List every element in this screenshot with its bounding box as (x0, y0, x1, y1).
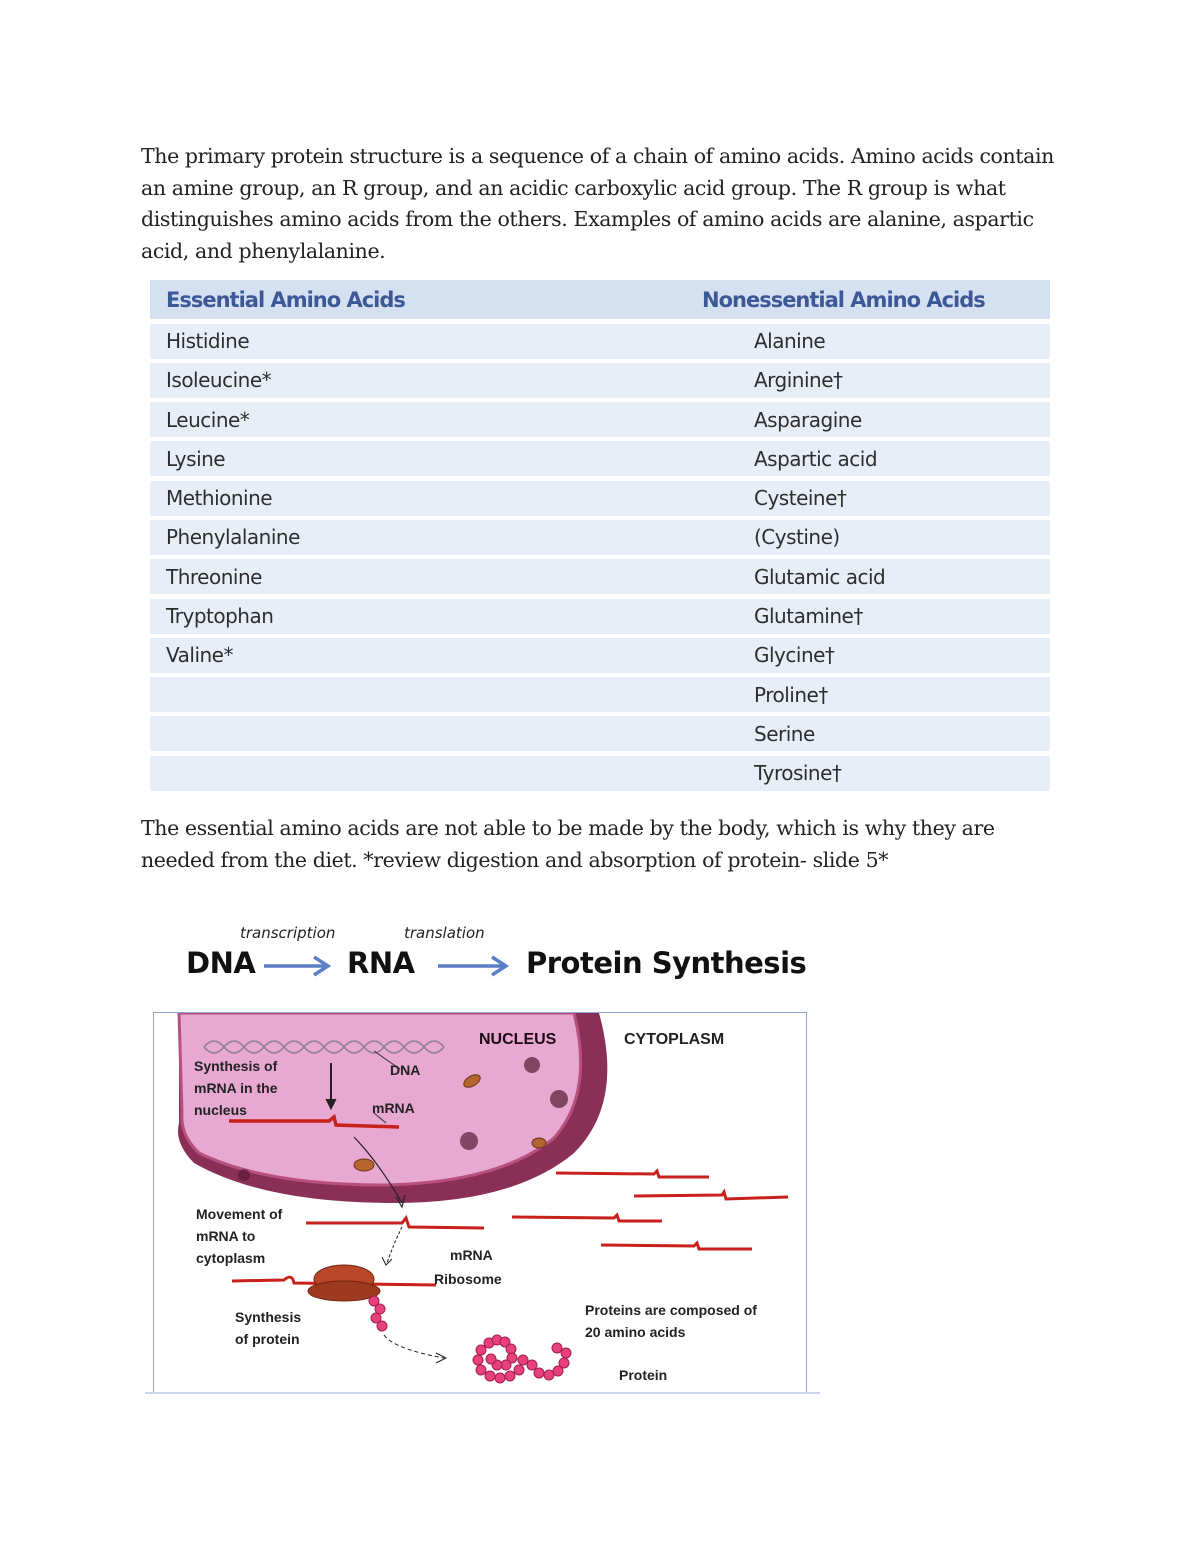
cytoplasm-label: CYTOPLASM (624, 1031, 725, 1048)
table-row (150, 559, 1050, 594)
nonessential-cell: Aspartic acid (754, 446, 878, 471)
essential-cell: Valine* (166, 643, 233, 668)
nonessential-cell: Arginine† (754, 368, 843, 393)
nonessential-cell: Cysteine† (754, 486, 847, 511)
protein-synthesis-term: Protein Synthesis (526, 946, 807, 980)
nonessential-cell: Glutamine† (754, 604, 863, 629)
dna-rna-protein-flow (180, 920, 820, 1000)
ribosome-label: Ribosome (434, 1271, 502, 1287)
proteins-composed-label: Proteins are composed of 20 amino acids (585, 1302, 757, 1340)
table-row (150, 441, 1050, 476)
essential-cell: Threonine (166, 564, 262, 589)
essential-cell: Lysine (166, 446, 226, 471)
table-row (150, 324, 1050, 359)
table-row (150, 363, 1050, 398)
transcription-label: transcription (240, 924, 336, 942)
table-row (150, 402, 1050, 437)
essential-cell: Isoleucine* (166, 368, 272, 393)
nucleus-label: NUCLEUS (479, 1031, 557, 1048)
mrna-nucleus-label: mRNA (372, 1100, 415, 1116)
intro-paragraph: The primary protein structure is a sequence of a chain of amino acids. Amino acids contain an amine group, an R group, and an acidic carboxylic acid group. The R group is what distinguishes amino acids from the others. Examples of amino acids are alanine, aspartic acid, and phenylalanine. (141, 144, 1054, 263)
mrna-label: mRNA (450, 1247, 493, 1263)
nonessential-cell: Tyrosine† (754, 761, 842, 786)
table-header-row (150, 280, 1050, 319)
protein-synthesis-diagram (153, 1012, 807, 1394)
nonessential-cell: Glycine† (754, 643, 835, 668)
amino-acids-table (150, 280, 1050, 795)
dna-label: DNA (390, 1062, 421, 1078)
nonessential-header: Nonessential Amino Acids (702, 287, 985, 312)
synthesis-mrna-label: Synthesis of mRNA in the nucleus (194, 1058, 278, 1118)
amino-acid-beads (369, 1296, 387, 1331)
essential-paragraph: The essential amino acids are not able to be made by the body, which is why they are needed from the diet. *review digestion and absorption of protein- slide 5* (141, 816, 995, 872)
table-row (150, 481, 1050, 516)
essential-cell: Phenylalanine (166, 525, 300, 550)
table-row (150, 756, 1050, 791)
protein-label: Protein (619, 1367, 668, 1383)
essential-cell: Tryptophan (166, 604, 274, 629)
dna-term: DNA (186, 946, 256, 980)
synthesis-protein-label: Synthesis of protein (235, 1309, 302, 1347)
folded-protein-icon (473, 1335, 571, 1383)
nonessential-cell: Serine (754, 721, 815, 746)
essential-cell: Leucine* (166, 407, 250, 432)
essential-cell: Histidine (166, 329, 250, 353)
table-row (150, 677, 1050, 712)
figure-underline (145, 1392, 820, 1394)
table-row (150, 716, 1050, 751)
nonessential-cell: Glutamic acid (754, 564, 886, 589)
essential-header: Essential Amino Acids (166, 287, 405, 312)
essential-cell: Methionine (166, 486, 273, 511)
nonessential-cell: Proline† (754, 682, 828, 707)
table-row (150, 599, 1050, 634)
table-row (150, 520, 1050, 555)
movement-label: Movement of mRNA to cytoplasm (196, 1206, 283, 1266)
nonessential-cell: Alanine (754, 329, 826, 353)
transcription-arrow-icon (262, 954, 334, 978)
table-row (150, 638, 1050, 673)
nonessential-cell: Asparagine (754, 407, 862, 432)
translation-arrow-icon (436, 954, 512, 978)
rna-term: RNA (347, 946, 415, 980)
translation-label: translation (404, 924, 485, 942)
table-body (150, 324, 1050, 791)
nonessential-cell: (Cystine) (754, 525, 840, 550)
